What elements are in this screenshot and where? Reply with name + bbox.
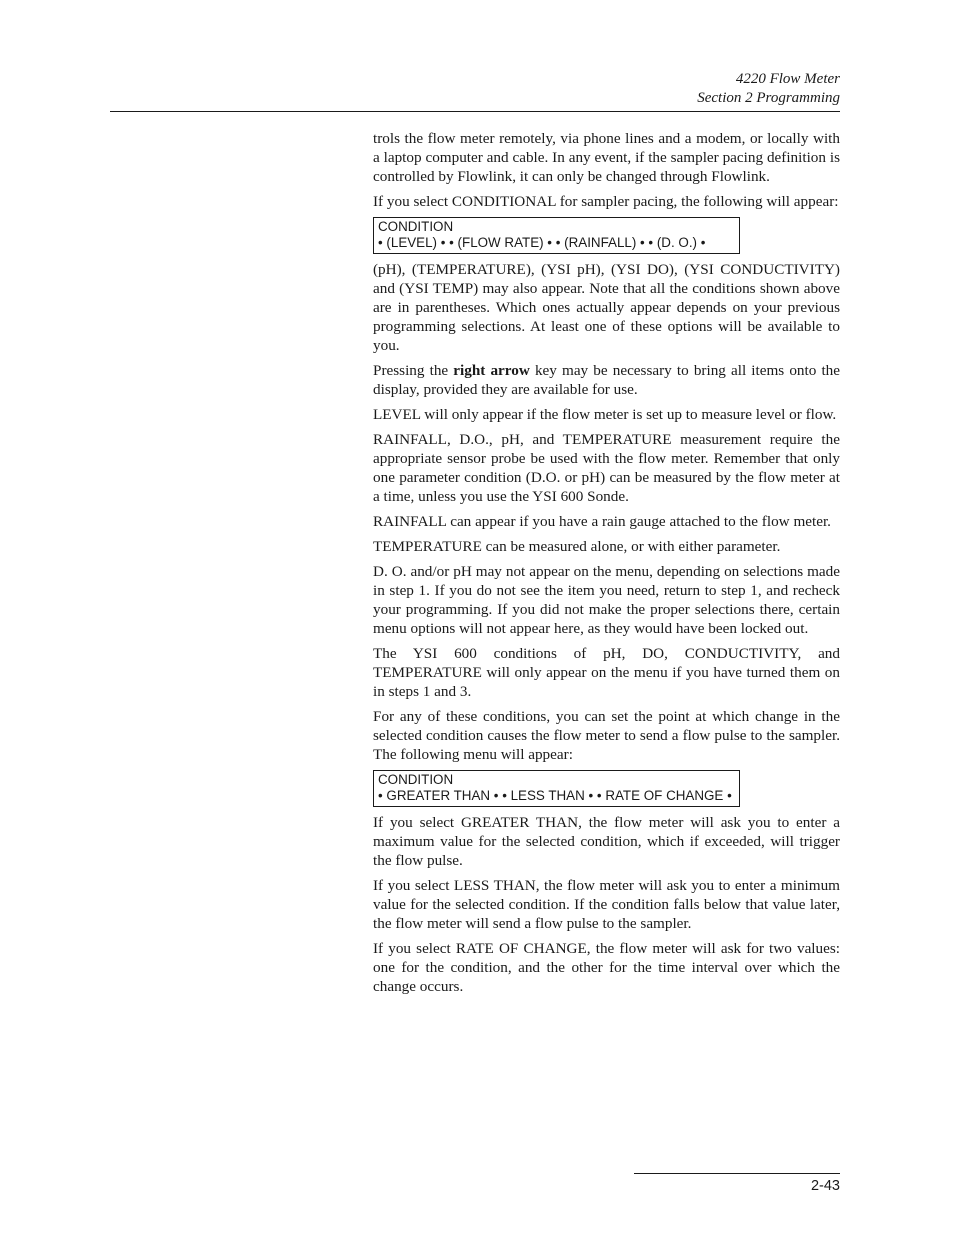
paragraph: D. O. and/or pH may not appear on the menu, depending on selections made in step 1. If you do not see the item you need, return to step 1, and recheck your programming. If you did not make the proper selections there, certain menu options will not appear here, as they would have been locked out.	[373, 563, 840, 637]
header-section: Section 2 Programming	[697, 90, 840, 106]
lcd-display-comparison-menu	[373, 770, 740, 807]
paragraph: trols the flow meter remotely, via phone lines and a modem, or locally with a laptop computer and cable. In any event, if the sampler pacing definition is controlled by Flowlink, it can only be changed through Flowlink.	[373, 130, 840, 185]
paragraph: If you select GREATER THAN, the flow meter will ask you to enter a maximum value for the selected condition, which if exceeded, will trigger the flow pulse.	[373, 814, 840, 869]
paragraph: If you select LESS THAN, the flow meter will ask you to enter a minimum value for the selected condition. If the condition falls below that value later, the flow meter will send a flow pulse to the sampler.	[373, 877, 840, 932]
paragraph: RAINFALL, D.O., pH, and TEMPERATURE measurement require the appropriate sensor probe be used with the flow meter. Remember that only one parameter condition (D.O. or pH) can be measured by the flow meter at a time, unless you use the YSI 600 Sonde.	[373, 431, 840, 505]
paragraph: LEVEL will only appear if the flow meter is set up to measure level or flow.	[373, 406, 837, 423]
footer-rule	[634, 1173, 840, 1174]
paragraph: TEMPERATURE can be measured alone, or with either parameter.	[373, 538, 781, 555]
text-run: key may be necessary to bring all items onto the display, provided they are available for use.	[373, 362, 841, 398]
running-header	[697, 70, 840, 108]
lcd-line: • GREATER THAN • • LESS THAN • • RATE OF CHANGE •	[378, 788, 732, 803]
header-rule	[110, 111, 840, 112]
paragraph: If you select CONDITIONAL for sampler pacing, the following will appear:	[373, 193, 839, 210]
page-number: 2-43	[810, 1178, 840, 1194]
lcd-line: CONDITION	[378, 219, 454, 234]
header-manual-title: 4220 Flow Meter	[735, 71, 840, 87]
paragraph: For any of these conditions, you can set the point at which change in the selected condition causes the flow meter to send a flow pulse to the sampler. The following menu will appear:	[373, 708, 840, 763]
key-name: right arrow	[453, 362, 530, 379]
paragraph: The YSI 600 conditions of pH, DO, CONDUCTIVITY, and TEMPERATURE will only appear on the menu if you have turned them on in steps 1 and 3.	[373, 645, 840, 700]
lcd-line: • (LEVEL) • • (FLOW RATE) • • (RAINFALL) • • (D. O.) •	[378, 235, 706, 250]
paragraph	[373, 361, 840, 399]
body-text	[373, 129, 840, 1002]
text-run: Pressing the	[373, 362, 454, 379]
paragraph: RAINFALL can appear if you have a rain gauge attached to the flow meter.	[373, 513, 831, 530]
paragraph: If you select RATE OF CHANGE, the flow meter will ask for two values: one for the condition, and the other for the time interval over which the change occurs.	[373, 940, 840, 995]
paragraph: (pH), (TEMPERATURE), (YSI pH), (YSI DO), (YSI CONDUCTIVITY) and (YSI TEMP) may also appear. Note that all the conditions shown above are in parentheses. Which ones actually appear depends on your previous programming selections. At least one of these options will be available to you.	[373, 261, 840, 354]
lcd-line: CONDITION	[378, 772, 454, 787]
lcd-display-condition-menu	[373, 217, 740, 254]
